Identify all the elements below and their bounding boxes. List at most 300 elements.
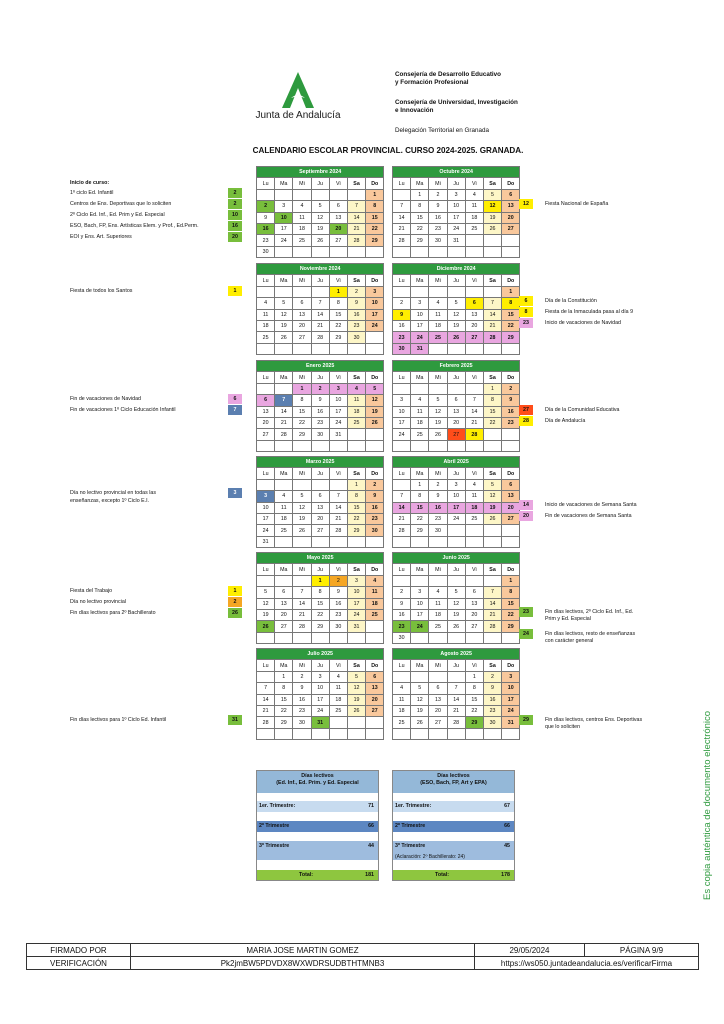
day-cell: 12 <box>447 309 465 320</box>
day-cell: 7 <box>393 201 411 212</box>
day-cell: 12 <box>483 491 501 502</box>
day-cell <box>483 429 501 440</box>
day-cell <box>257 575 275 586</box>
day-cell: 19 <box>483 212 501 223</box>
day-cell: 12 <box>366 395 384 406</box>
day-cell <box>393 536 411 547</box>
weekday-header: Lu <box>393 660 411 671</box>
day-cell <box>293 189 311 200</box>
month-calendar <box>392 263 520 355</box>
day-cell: 21 <box>465 417 483 428</box>
summary-total <box>393 870 514 880</box>
day-cell <box>257 632 275 643</box>
day-cell <box>447 632 465 643</box>
day-cell: 27 <box>311 525 329 536</box>
org-line-2b: e Innovación <box>395 107 434 114</box>
day-cell: 16 <box>393 320 411 331</box>
summary-row-t3 <box>393 841 514 860</box>
day-cell <box>429 728 447 739</box>
day-cell: 12 <box>311 212 329 223</box>
day-cell <box>329 479 347 490</box>
day-cell: 4 <box>257 298 275 309</box>
day-cell: 17 <box>447 502 465 513</box>
summary-row-t2 <box>393 821 514 832</box>
day-cell <box>311 536 329 547</box>
day-cell: 14 <box>465 406 483 417</box>
day-cell <box>411 728 429 739</box>
weekday-header: Sa <box>483 178 501 189</box>
day-cell: 29 <box>311 621 329 632</box>
day-cell: 23 <box>347 320 365 331</box>
day-cell: 8 <box>411 201 429 212</box>
day-cell <box>275 440 293 451</box>
day-cell <box>257 286 275 297</box>
day-cell: 15 <box>347 502 365 513</box>
summary-row-t1 <box>393 801 514 812</box>
day-cell: 28 <box>465 429 483 440</box>
day-cell: 24 <box>411 332 429 343</box>
day-cell: 4 <box>293 201 311 212</box>
day-cell <box>311 479 329 490</box>
day-cell <box>293 343 311 354</box>
summary-value: 45 <box>504 843 510 849</box>
day-cell: 19 <box>347 694 365 705</box>
delegation: Delegación Territorial en Granada <box>395 127 490 134</box>
day-cell <box>465 632 483 643</box>
summary-title: Días lectivos <box>301 773 334 779</box>
day-cell: 5 <box>483 479 501 490</box>
day-cell: 8 <box>275 683 293 694</box>
day-cell: 5 <box>293 491 311 502</box>
day-cell: 23 <box>429 513 447 524</box>
summary-key: 3º Trimestre <box>259 843 290 849</box>
summary-header <box>257 771 378 793</box>
day-cell: 16 <box>257 223 275 234</box>
day-cell <box>465 286 483 297</box>
day-cell: 22 <box>311 609 329 620</box>
day-cell: 1 <box>311 575 329 586</box>
weekday-header: Ma <box>411 660 429 671</box>
weekday-header: Do <box>366 275 384 286</box>
weekday-header: Vi <box>465 564 483 575</box>
day-cell: 3 <box>311 671 329 682</box>
day-cell: 20 <box>366 694 384 705</box>
day-cell: 30 <box>257 246 275 257</box>
day-cell: 7 <box>483 298 501 309</box>
note-label: con carácter general <box>545 638 594 644</box>
summary-subtitle: (Ed. Inf., Ed. Prim. y Ed. Especial <box>276 780 359 786</box>
day-cell <box>465 383 483 394</box>
day-cell: 31 <box>347 621 365 632</box>
day-cell: 6 <box>275 587 293 598</box>
weekday-header: Vi <box>329 468 347 479</box>
summary-subtitle: (ESO, Bach, FP, Art y EPA) <box>420 780 487 786</box>
weekday-header: Lu <box>257 275 275 286</box>
day-cell <box>502 429 520 440</box>
day-cell: 1 <box>502 286 520 297</box>
day-cell: 3 <box>411 298 429 309</box>
day-cell <box>293 575 311 586</box>
day-cell: 9 <box>393 598 411 609</box>
day-cell: 22 <box>465 705 483 716</box>
day-cell: 8 <box>502 298 520 309</box>
side-text-label: Es copia auténtica de documento electrónico <box>702 710 713 900</box>
day-cell <box>393 575 411 586</box>
day-cell: 13 <box>502 201 520 212</box>
day-cell: 18 <box>393 705 411 716</box>
day-cell: 6 <box>329 201 347 212</box>
day-cell: 5 <box>483 189 501 200</box>
day-cell: 12 <box>347 683 365 694</box>
day-cell: 30 <box>429 525 447 536</box>
day-cell: 17 <box>502 694 520 705</box>
day-cell: 8 <box>502 587 520 598</box>
day-cell <box>393 246 411 257</box>
day-cell: 21 <box>347 223 365 234</box>
day-cell: 26 <box>311 235 329 246</box>
day-cell: 17 <box>329 406 347 417</box>
note-label: Día de la Constitución <box>545 298 597 304</box>
day-cell <box>393 728 411 739</box>
day-cell <box>429 343 447 354</box>
day-cell: 31 <box>257 536 275 547</box>
day-cell: 31 <box>502 717 520 728</box>
day-cell: 26 <box>483 223 501 234</box>
day-cell: 11 <box>465 201 483 212</box>
day-cell <box>347 189 365 200</box>
day-cell: 4 <box>275 491 293 502</box>
day-cell <box>465 728 483 739</box>
summary-total-value: 178 <box>501 872 510 878</box>
day-cell: 1 <box>411 189 429 200</box>
day-cell: 11 <box>329 683 347 694</box>
day-cell <box>429 246 447 257</box>
month-title: Agosto 2025 <box>393 649 520 660</box>
weekday-header: Mi <box>293 372 311 383</box>
day-cell <box>257 383 275 394</box>
day-cell: 2 <box>429 189 447 200</box>
day-cell: 23 <box>483 705 501 716</box>
day-cell: 6 <box>257 395 275 406</box>
day-cell: 9 <box>329 587 347 598</box>
day-cell: 19 <box>447 320 465 331</box>
day-cell <box>447 440 465 451</box>
day-cell: 10 <box>411 309 429 320</box>
signature-date: 29/05/2024 <box>475 944 585 957</box>
day-cell <box>275 383 293 394</box>
summary-header <box>393 771 514 793</box>
day-cell <box>293 246 311 257</box>
day-cell: 28 <box>447 717 465 728</box>
summary-value: 66 <box>504 823 510 829</box>
day-cell <box>483 286 501 297</box>
day-cell: 17 <box>393 417 411 428</box>
day-cell: 27 <box>465 332 483 343</box>
day-cell: 30 <box>393 343 411 354</box>
day-cell: 10 <box>502 683 520 694</box>
note-label: Día no lectivo provincial <box>70 599 126 605</box>
day-cell: 25 <box>393 717 411 728</box>
day-cell: 23 <box>311 417 329 428</box>
day-cell: 8 <box>311 587 329 598</box>
day-cell: 3 <box>257 491 275 502</box>
weekday-header: Vi <box>329 178 347 189</box>
note-label: ESO, Bach, FP, Ens. Artísticas Elem. y Prof., Ed.Perm. <box>70 223 199 229</box>
day-cell: 18 <box>293 223 311 234</box>
day-cell: 22 <box>411 223 429 234</box>
day-cell: 9 <box>502 395 520 406</box>
month-calendar <box>392 648 520 740</box>
month-calendar <box>256 166 384 258</box>
day-cell: 29 <box>502 621 520 632</box>
day-cell: 7 <box>347 201 365 212</box>
day-cell: 20 <box>502 502 520 513</box>
day-cell <box>329 246 347 257</box>
day-cell: 7 <box>447 683 465 694</box>
day-cell: 13 <box>366 683 384 694</box>
day-cell: 7 <box>275 395 293 406</box>
note-label: Fiesta de la Inmaculada pasa al día 9 <box>545 309 634 315</box>
weekday-header: Ju <box>311 564 329 575</box>
day-cell <box>311 632 329 643</box>
day-cell: 10 <box>257 502 275 513</box>
day-cell: 4 <box>393 683 411 694</box>
note-label: Inicio de vacaciones de Navidad <box>545 320 621 326</box>
note-badge: 2 <box>228 188 242 198</box>
day-cell: 14 <box>257 694 275 705</box>
summary-row-t3 <box>257 841 378 860</box>
day-cell <box>465 536 483 547</box>
weekday-header: Do <box>366 468 384 479</box>
note-label: Fiesta de todos los Santos <box>70 288 133 294</box>
day-cell: 1 <box>329 286 347 297</box>
day-cell <box>293 728 311 739</box>
summary-value: 67 <box>504 803 510 809</box>
day-cell: 1 <box>483 383 501 394</box>
day-cell: 18 <box>275 513 293 524</box>
day-cell <box>329 632 347 643</box>
day-cell: 15 <box>502 598 520 609</box>
day-cell: 25 <box>347 417 365 428</box>
day-cell: 6 <box>447 395 465 406</box>
day-cell: 7 <box>293 587 311 598</box>
day-cell: 6 <box>429 683 447 694</box>
day-cell <box>347 717 365 728</box>
day-cell: 13 <box>465 598 483 609</box>
day-cell <box>411 383 429 394</box>
day-cell: 7 <box>329 491 347 502</box>
weekday-header: Ma <box>275 660 293 671</box>
weekday-header: Lu <box>257 178 275 189</box>
weekday-header: Ma <box>275 275 293 286</box>
day-cell: 25 <box>429 621 447 632</box>
day-cell: 26 <box>447 621 465 632</box>
weekday-header: Sa <box>347 275 365 286</box>
day-cell: 5 <box>366 383 384 394</box>
day-cell: 10 <box>411 598 429 609</box>
weekday-header: Vi <box>465 468 483 479</box>
day-cell: 21 <box>275 417 293 428</box>
day-cell <box>483 575 501 586</box>
day-cell <box>429 536 447 547</box>
day-cell: 30 <box>429 235 447 246</box>
day-cell: 1 <box>366 189 384 200</box>
day-cell <box>465 575 483 586</box>
day-cell <box>393 440 411 451</box>
weekday-header: Sa <box>347 660 365 671</box>
day-cell: 19 <box>429 417 447 428</box>
day-cell: 29 <box>293 429 311 440</box>
day-cell: 3 <box>447 189 465 200</box>
note-label: enseñanzas, excepto 1º Ciclo E.I. <box>70 498 150 504</box>
day-cell: 15 <box>502 309 520 320</box>
day-cell: 11 <box>275 502 293 513</box>
weekday-header: Ju <box>447 275 465 286</box>
weekday-header: Sa <box>483 564 501 575</box>
day-cell: 1 <box>502 575 520 586</box>
day-cell <box>366 429 384 440</box>
weekday-header: Do <box>502 178 520 189</box>
day-cell <box>366 632 384 643</box>
day-cell: 21 <box>483 320 501 331</box>
day-cell <box>329 440 347 451</box>
weekday-header: Do <box>366 178 384 189</box>
month-calendar <box>256 552 384 644</box>
weekday-header: Mi <box>429 660 447 671</box>
day-cell: 15 <box>411 502 429 513</box>
signer-name: MARIA JOSE MARTIN GOMEZ <box>131 944 475 957</box>
day-cell: 26 <box>429 429 447 440</box>
day-cell: 23 <box>257 235 275 246</box>
day-cell <box>366 246 384 257</box>
day-cell: 12 <box>447 598 465 609</box>
org-line-1b: y Formación Profesional <box>395 79 469 86</box>
day-cell: 7 <box>311 298 329 309</box>
day-cell: 3 <box>275 201 293 212</box>
day-cell: 7 <box>257 683 275 694</box>
day-cell: 29 <box>465 717 483 728</box>
day-cell: 29 <box>411 525 429 536</box>
day-cell: 13 <box>429 694 447 705</box>
day-cell <box>429 383 447 394</box>
day-cell <box>447 383 465 394</box>
month-title: Octubre 2024 <box>393 167 520 178</box>
note-badge: 7 <box>228 405 242 415</box>
day-cell: 27 <box>293 332 311 343</box>
day-cell: 8 <box>483 395 501 406</box>
day-cell: 27 <box>366 705 384 716</box>
day-cell: 17 <box>411 320 429 331</box>
day-cell <box>429 575 447 586</box>
day-cell <box>293 536 311 547</box>
day-cell <box>257 440 275 451</box>
day-cell: 26 <box>411 717 429 728</box>
weekday-header: Vi <box>465 178 483 189</box>
org-line-1: Consejería de Desarrollo Educativo <box>395 71 502 78</box>
day-cell: 13 <box>293 309 311 320</box>
day-cell: 15 <box>293 406 311 417</box>
day-cell: 26 <box>293 525 311 536</box>
day-cell: 28 <box>393 235 411 246</box>
day-cell: 25 <box>293 235 311 246</box>
day-cell: 6 <box>311 491 329 502</box>
day-cell: 16 <box>311 406 329 417</box>
day-cell <box>366 343 384 354</box>
day-cell: 9 <box>393 309 411 320</box>
day-cell: 17 <box>275 223 293 234</box>
day-cell: 8 <box>329 298 347 309</box>
day-cell: 4 <box>347 383 365 394</box>
day-cell <box>483 525 501 536</box>
day-cell <box>447 575 465 586</box>
day-cell: 24 <box>366 320 384 331</box>
day-cell: 24 <box>275 235 293 246</box>
weekday-header: Do <box>502 660 520 671</box>
day-cell: 1 <box>411 479 429 490</box>
day-cell: 27 <box>502 223 520 234</box>
day-cell: 10 <box>393 406 411 417</box>
month-title: Noviembre 2024 <box>257 264 384 275</box>
day-cell: 22 <box>366 223 384 234</box>
day-cell <box>275 536 293 547</box>
month-title: Febrero 2025 <box>393 361 520 372</box>
day-cell: 9 <box>483 683 501 694</box>
day-cell: 20 <box>502 212 520 223</box>
verification-label: VERIFICACIÓN <box>27 957 131 970</box>
weekday-header: Mi <box>429 372 447 383</box>
day-cell: 2 <box>502 383 520 394</box>
day-cell <box>347 429 365 440</box>
day-cell <box>411 286 429 297</box>
day-cell: 24 <box>311 705 329 716</box>
day-cell: 22 <box>329 320 347 331</box>
day-cell: 15 <box>366 212 384 223</box>
day-cell <box>293 479 311 490</box>
day-cell: 26 <box>347 705 365 716</box>
day-cell: 1 <box>293 383 311 394</box>
day-cell <box>311 343 329 354</box>
day-cell: 14 <box>293 598 311 609</box>
day-cell: 20 <box>257 417 275 428</box>
note-label: EOI y Ens. Art. Superiores <box>70 234 132 240</box>
weekday-header: Do <box>366 660 384 671</box>
weekday-header: Mi <box>429 564 447 575</box>
weekday-header: Vi <box>465 660 483 671</box>
month-calendar <box>392 552 520 644</box>
weekday-header: Mi <box>293 468 311 479</box>
verification-url[interactable]: https://ws050.juntadeandalucia.es/verificarFirma <box>475 957 699 970</box>
day-cell <box>293 440 311 451</box>
day-cell: 14 <box>447 694 465 705</box>
day-cell: 21 <box>329 513 347 524</box>
note-badge: 23 <box>519 607 533 617</box>
day-cell: 1 <box>465 671 483 682</box>
day-cell: 28 <box>329 525 347 536</box>
weekday-header: Ma <box>411 178 429 189</box>
day-cell: 31 <box>311 717 329 728</box>
day-cell: 17 <box>347 598 365 609</box>
day-cell: 22 <box>411 513 429 524</box>
day-cell <box>329 717 347 728</box>
day-cell <box>447 286 465 297</box>
month-title: Diciembre 2024 <box>393 264 520 275</box>
day-cell: 11 <box>465 491 483 502</box>
weekday-header: Ju <box>311 178 329 189</box>
weekday-header: Sa <box>347 178 365 189</box>
summary-total-label: Total: <box>435 872 450 878</box>
weekday-header: Ma <box>411 468 429 479</box>
day-cell: 19 <box>257 609 275 620</box>
